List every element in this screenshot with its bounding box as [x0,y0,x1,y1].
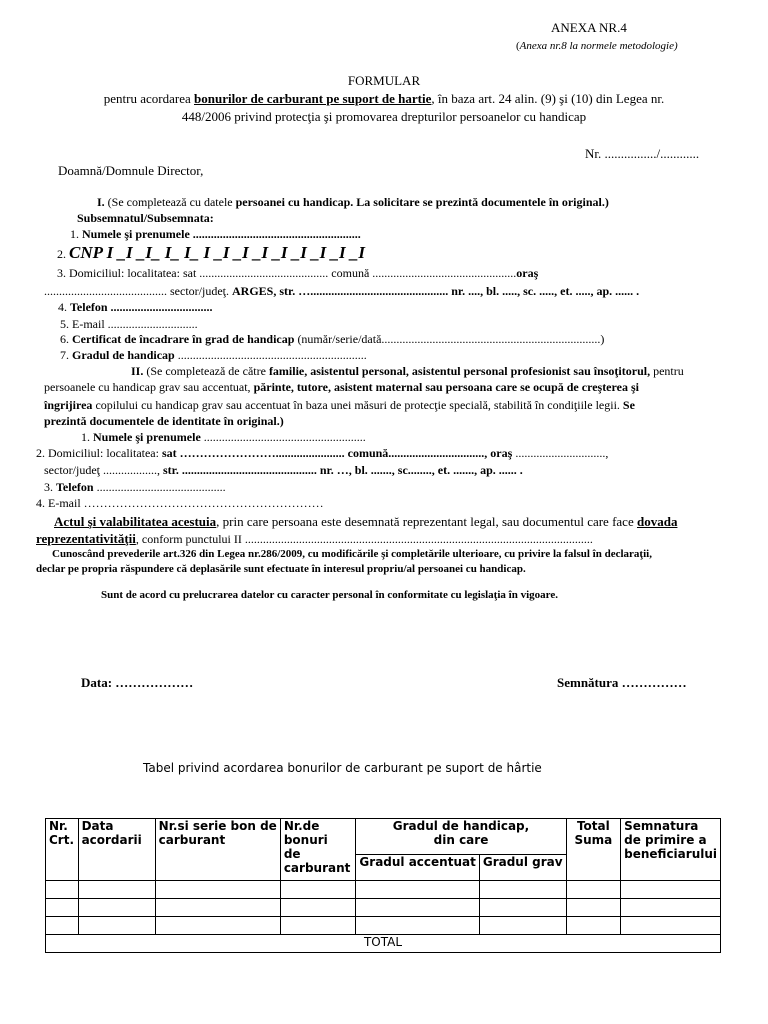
declaration-line1: Cunoscând prevederile art.326 din Legea nr.286/2009, cu modificările şi completările ulterioare, cu privire la falsul în declaraţii, [52,548,652,560]
section2-intro-line3: îngrijirea copilului cu handicap grav sau accentuat în baza unei măsuri de protecţie specială, stabilită în condiţiile legii. Se [44,398,635,412]
section1-intro: I. (Se completează cu datele persoanei cu handicap. La solicitare se prezintă documentele în original.) [97,195,609,209]
section2-field-address-line2: sector/judeţ .................., str. ............................................. nr. …, bl. ......., sc........, et. ......., ap. ...... . [44,463,523,477]
annex-title: ANEXA NR.4 [551,20,627,35]
section2-representation-line: reprezentativităţii, conform punctului II .................................................................................................................... [36,531,593,546]
header-accentuat: Gradul accentuat [356,855,479,881]
section2-field-name: 1. Numele şi prenumele ...................................................... [81,430,366,444]
section1-field-phone: 4. Telefon .................................. [58,300,213,314]
section2-field-email: 4. E-mail …………………………………………………… [36,496,324,510]
table-row [46,899,721,917]
table-total-label: TOTAL [46,935,721,953]
form-subtitle-line1: pentru acordarea bonurilor de carburant pe suport de hartie, în baza art. 24 alin. (9) şi (10) din Legea nr. [103,91,665,106]
section2-intro-line4: prezintă documentele de identitate în original.) [44,414,284,428]
header-series: Nr.si serie bon de carburant [155,819,280,881]
signature-field: Semnătura …………… [557,675,687,690]
section2-field-phone: 3. Telefon ........................................... [44,480,226,494]
section2-act-line: Actul şi valabilitatea acestuia, prin care persoana este desemnată reprezentant legal, sau documentul care face dovada [54,514,678,529]
registration-number: Nr. ................/............ [585,146,700,161]
header-grav: Gradul grav [479,855,566,881]
distribution-table [45,818,721,953]
date-field: Data: ……………… [81,675,194,690]
section1-field-cnp: 2. CNP I _I _I_ I_ I_ I _I _I _I _I _I _I _I _I [57,243,365,262]
section1-field-email: 5. E-mail .............................. [60,317,198,331]
header-date: Data acordarii [78,819,155,881]
header-handicap-degree: Gradul de handicap, din care [356,819,566,855]
annex-reference: (Anexa nr.8 la normele metodologie) [516,40,678,52]
table-total-row [46,935,721,953]
declaration-line2: declar pe propria răspundere că deplasările sunt efectuate în interesul propriu/al persoanei cu handicap. [36,563,526,575]
table-caption: Tabel privind acordarea bonurilor de carburant pe suport de hârtie [143,761,542,775]
header-bon-count: Nr.de bonuri de carburant [280,819,356,881]
header-nr-crt: Nr. Crt. [46,819,79,881]
table-row [46,881,721,899]
section1-field-degree: 7. Gradul de handicap ............................................................... [60,348,367,362]
header-total: Total Suma [566,819,621,881]
form-title: FORMULAR [347,73,421,88]
section2-field-address: 2. Domiciliul: localitatea: sat ……………………....................... comună................................, oraş .............................., [36,446,609,460]
section1-field-address: 3. Domiciliul: localitatea: sat ........................................... comună ................................................oraş [57,266,539,280]
table-header-row [46,819,721,855]
table-row [46,917,721,935]
header-signature: Semnatura de primire a beneficiarului [621,819,721,881]
form-subtitle-line2: 448/2006 privind protecţia şi promovarea drepturilor persoanelor cu handicap [181,109,587,124]
section2-intro-line1: II. (Se completează de către familie, asistentul personal, asistentul personal profesionist sau însoţitorul, pentru [131,364,684,378]
salutation: Doamnă/Domnule Director, [58,163,204,178]
section1-field-name: 1. Numele şi prenumele ........................................................ [70,227,361,241]
section2-intro-line2: persoanele cu handicap grav sau accentuat, părinte, tutore, asistent maternal sau persoana care se ocupă de creşterea şi [44,380,639,394]
section1-field-certificate: 6. Certificat de încadrare în grad de handicap (număr/serie/dată.........................................................................) [60,332,605,346]
consent-statement: Sunt de acord cu prelucrarea datelor cu caracter personal în conformitate cu legislaţia în vigoare. [101,589,558,601]
section1-field-address-line2: ......................................... sector/judeţ. ARGES, str. ….............................................. nr. ...., bl. ....., sc. ....., et. ....., ap. ...... . [44,284,640,298]
section1-subsemnatul: Subsemnatul/Subsemnata: [77,211,214,225]
